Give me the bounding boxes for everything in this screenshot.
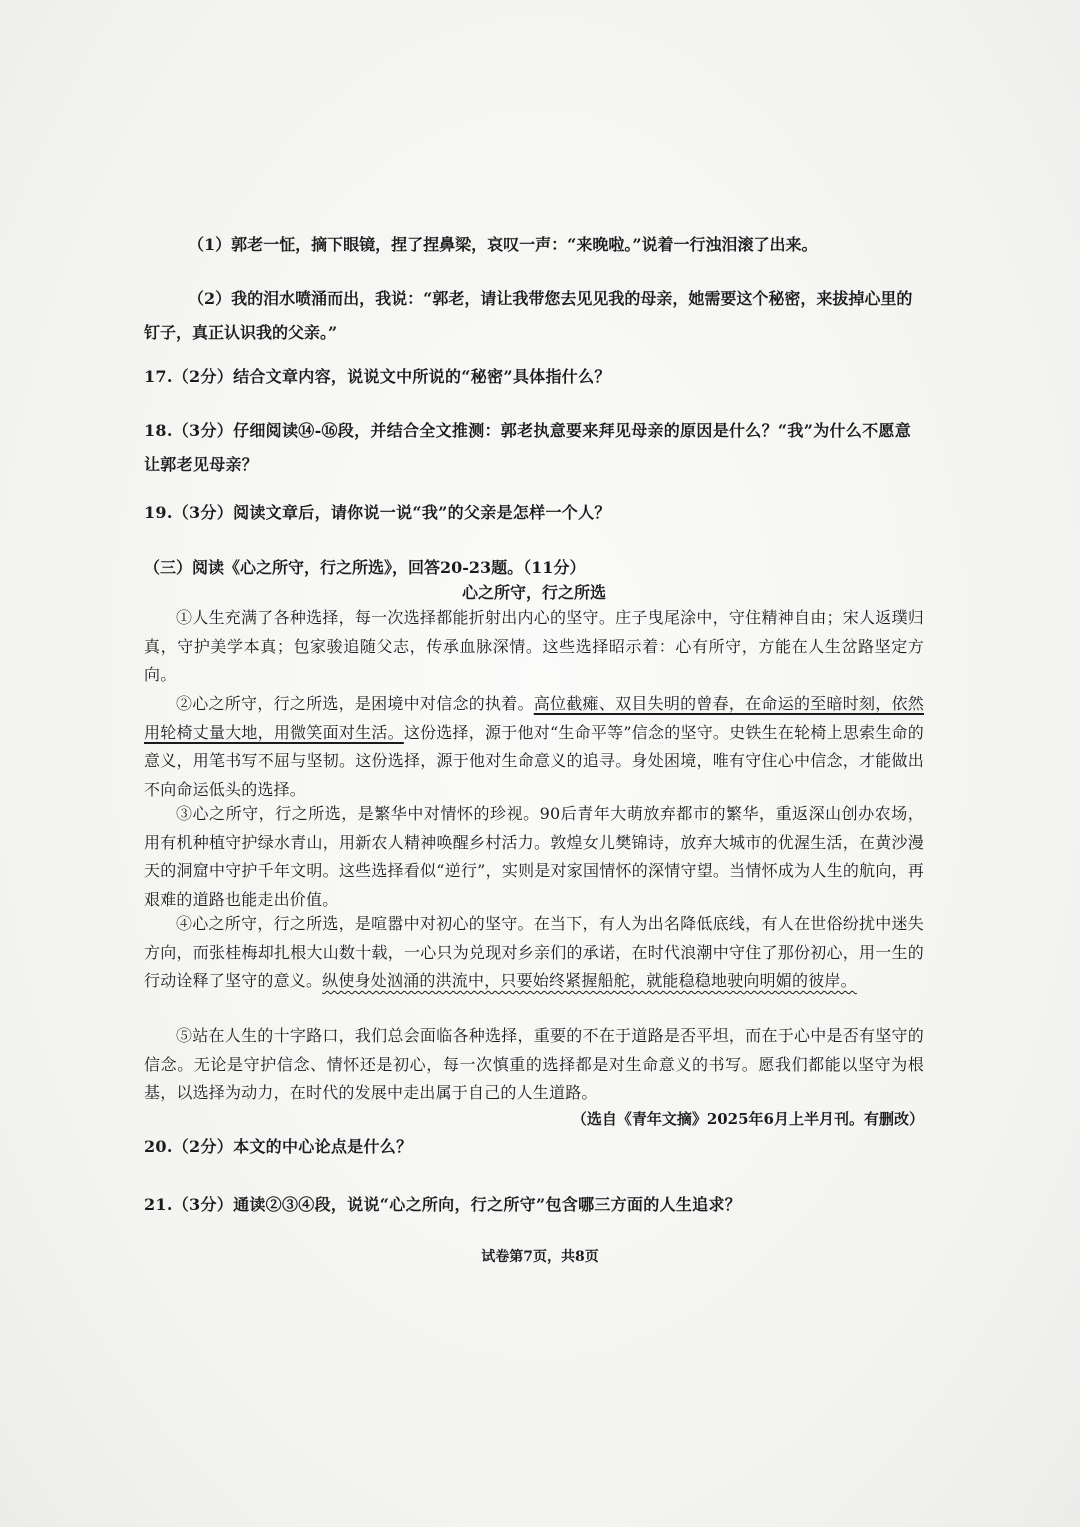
article-paragraph-2: [144, 690, 924, 804]
paragraph-4-wavy-underlined-sentence: 纵使身处汹涌的洪流中，只要始终紧握船舵，就能稳稳地驶向明媚的彼岸。: [322, 971, 857, 990]
question-20: 20.（2分）本文的中心论点是什么？: [144, 1137, 413, 1156]
page-footer: 试卷第7页，共8页: [481, 1249, 599, 1265]
question-21: 21.（3分）通读②③④段，说说“心之所向，行之所守”包含哪三方面的人生追求？: [144, 1195, 742, 1214]
article-paragraph-4: [144, 910, 924, 996]
article-paragraph-1: ①人生充满了各种选择，每一次选择都能折射出内心的坚守。庄子曳尾涂中，守住精神自由；宋人返璞归真，守护美学本真；包家骏追随父志，传承血脉深情。这些选择昭示着：心有所守，方能在人生岔路坚定方向。: [144, 608, 924, 684]
question-19: 19.（3分）阅读文章后，请你说一说“我”的父亲是怎样一个人？: [144, 503, 611, 522]
answer-1: （1）郭老一怔，摘下眼镜，捏了捏鼻梁，哀叹一声：“来晚啦。”说着一行浊泪滚了出来。: [188, 235, 818, 254]
section-heading: （三）阅读《心之所守，行之所选》，回答20-23题。（11分）: [144, 558, 586, 577]
article-paragraph-3: ③心之所守，行之所选，是繁华中对情怀的珍视。90后青年大萌放弃都市的繁华，重返深山创办农场，用有机种植守护绿水青山，用新农人精神唤醒乡村活力。敦煌女儿樊锦诗，放弃大城市的优渥生活，在黄沙漫天的洞窟中守护千年文明。这些选择看似“逆行”，实则是对家国情怀的深情守望。当情怀成为人生的航向，再艰难的道路也能走出价值。: [144, 804, 924, 909]
article-title: 心之所守，行之所选: [461, 583, 606, 602]
paragraph-2-underlined-sentence: 高位截瘫、双目失明的曾春，在命运的至暗时刻，依然用轮椅丈量大地，用微笑面对生活。: [144, 694, 924, 742]
question-17: 17.（2分）结合文章内容，说说文中所说的“秘密”具体指什么？: [144, 367, 611, 386]
paragraph-4-body: ④心之所守，行之所选，是喧嚣中对初心的坚守。在当下，有人为出名降低底线，有人在世俗纷扰中迷失方向，而张桂梅却扎根大山数十载，一心只为兑现对乡亲们的承诺，在时代浪潮中守住了那份初心，用一生的行动诠释了坚守的意义。: [144, 914, 924, 990]
question-18: 18.（3分）仔细阅读⑭-⑯段，并结合全文推测：郭老执意要来拜见母亲的原因是什么？“我”为什么不愿意让郭老见母亲？: [144, 421, 912, 474]
answer-2: （2）我的泪水喷涌而出，我说：“郭老，请让我带您去见见我的母亲，她需要这个秘密，来拔掉心里的钉子，真正认识我的父亲。”: [144, 289, 913, 342]
article-source: （选自《青年文摘》2025年6月上半月刊。有删改）: [571, 1110, 924, 1128]
paragraph-2-lead: ②心之所守，行之所选，是困境中对信念的执着。: [176, 694, 534, 713]
paragraph-2-rest: 这份选择，源于他对“生命平等”信念的坚守。史铁生在轮椅上思索生命的意义，用笔书写不屈与坚韧。这份选择，源于他对生命意义的追寻。身处困境，唯有守住心中信念，才能做出不向命运低头的选择。: [144, 722, 924, 799]
article-paragraph-5: ⑤站在人生的十字路口，我们总会面临各种选择，重要的不在于道路是否平坦，而在于心中是否有坚守的信念。无论是守护信念、情怀还是初心，每一次慎重的选择都是对生命意义的书写。愿我们都能以坚守为根基，以选择为动力，在时代的发展中走出属于自己的人生道路。: [144, 1026, 924, 1102]
